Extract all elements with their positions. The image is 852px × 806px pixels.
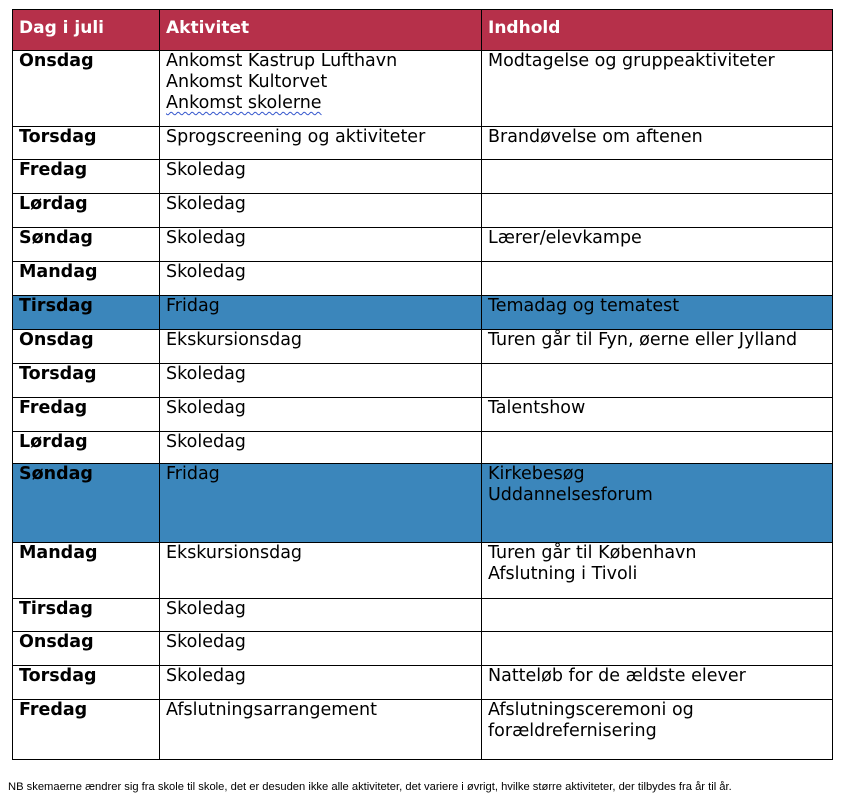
activity-line: Skoledag — [166, 632, 246, 652]
table-row — [13, 296, 833, 330]
activity-line: Skoledag — [166, 666, 246, 686]
header-content: Indhold — [482, 10, 833, 51]
table-row — [13, 700, 833, 760]
cell-activity — [160, 194, 482, 228]
header-day: Dag i juli — [13, 10, 160, 51]
cell-content — [482, 364, 833, 398]
activity-line: Skoledag — [166, 194, 246, 214]
cell-day: Fredag — [13, 398, 160, 432]
header-row — [13, 10, 833, 51]
table-row — [13, 464, 833, 543]
table-row — [13, 364, 833, 398]
cell-activity — [160, 228, 482, 262]
content-line: forældrefernisering — [488, 721, 657, 741]
cell-day: Fredag — [13, 700, 160, 760]
table-row — [13, 599, 833, 632]
activity-line: Ankomst Kastrup Lufthavn — [166, 51, 398, 71]
cell-content — [482, 432, 833, 464]
cell-activity — [160, 330, 482, 364]
cell-content — [482, 632, 833, 666]
table-row — [13, 262, 833, 296]
cell-activity — [160, 464, 482, 543]
cell-day: Mandag — [13, 543, 160, 599]
table-row — [13, 228, 833, 262]
activity-line: Skoledag — [166, 599, 246, 619]
schedule-table — [12, 9, 833, 760]
cell-activity — [160, 262, 482, 296]
table-row — [13, 51, 833, 127]
activity-line: Ankomst Kultorvet — [166, 72, 328, 92]
cell-activity — [160, 160, 482, 194]
activity-line: Skoledag — [166, 228, 246, 248]
cell-day: Onsdag — [13, 330, 160, 364]
activity-line — [166, 93, 475, 114]
content-line: Kirkebesøg — [488, 464, 585, 484]
content-line: Afslutning i Tivoli — [488, 564, 638, 584]
cell-activity — [160, 398, 482, 432]
cell-content — [482, 398, 833, 432]
cell-day: Fredag — [13, 160, 160, 194]
cell-activity — [160, 296, 482, 330]
cell-activity — [160, 666, 482, 700]
cell-day: Torsdag — [13, 127, 160, 160]
cell-content — [482, 160, 833, 194]
activity-line: Skoledag — [166, 398, 246, 418]
cell-day: Torsdag — [13, 364, 160, 398]
cell-content — [482, 228, 833, 262]
cell-day: Tirsdag — [13, 599, 160, 632]
activity-line: Fridag — [166, 464, 220, 484]
cell-content — [482, 543, 833, 599]
cell-activity — [160, 432, 482, 464]
content-line: Afslutningsceremoni og — [488, 700, 694, 720]
content-line: Uddannelsesforum — [488, 485, 653, 505]
cell-day: Søndag — [13, 464, 160, 543]
content-line: Temadag og tematest — [488, 296, 680, 316]
cell-day: Søndag — [13, 228, 160, 262]
cell-day: Onsdag — [13, 632, 160, 666]
content-line: Talentshow — [488, 398, 586, 418]
table-row — [13, 632, 833, 666]
activity-line: Ekskursionsdag — [166, 330, 303, 350]
cell-day: Tirsdag — [13, 296, 160, 330]
table-row — [13, 330, 833, 364]
cell-content — [482, 51, 833, 127]
content-line: Natteløb for de ældste elever — [488, 666, 746, 686]
activity-line: Skoledag — [166, 160, 246, 180]
content-line: Brandøvelse om aftenen — [488, 127, 703, 147]
activity-line: Afslutningsarrangement — [166, 700, 377, 720]
table-row — [13, 194, 833, 228]
cell-content — [482, 262, 833, 296]
cell-day: Lørdag — [13, 194, 160, 228]
activity-line: Skoledag — [166, 432, 246, 452]
cell-activity — [160, 364, 482, 398]
activity-line: Sprogscreening og aktiviteter — [166, 127, 426, 147]
cell-day: Onsdag — [13, 51, 160, 127]
cell-activity — [160, 51, 482, 127]
footnote: NB skemaerne ændrer sig fra skole til skole, det er desuden ikke alle aktiviteter, det variere i øvrigt, hvilke større aktiviteter, der tilbydes fra år til år. — [8, 781, 732, 793]
table-row — [13, 666, 833, 700]
cell-content — [482, 464, 833, 543]
header-activity: Aktivitet — [160, 10, 482, 51]
cell-content — [482, 599, 833, 632]
cell-content — [482, 194, 833, 228]
cell-day: Torsdag — [13, 666, 160, 700]
cell-activity — [160, 127, 482, 160]
table-row — [13, 127, 833, 160]
cell-content — [482, 700, 833, 760]
content-line: Lærer/elevkampe — [488, 228, 642, 248]
cell-activity — [160, 632, 482, 666]
cell-day: Lørdag — [13, 432, 160, 464]
table-row — [13, 432, 833, 464]
content-line: Turen går til Fyn, øerne eller Jylland — [488, 330, 798, 350]
table-row — [13, 543, 833, 599]
activity-line: Skoledag — [166, 262, 246, 282]
cell-activity — [160, 599, 482, 632]
spellcheck-underline: Ankomst skolerne — [166, 93, 322, 113]
cell-content — [482, 666, 833, 700]
activity-line: Fridag — [166, 296, 220, 316]
content-line: Turen går til København — [488, 543, 697, 563]
cell-content — [482, 330, 833, 364]
cell-day: Mandag — [13, 262, 160, 296]
schedule-body — [13, 51, 833, 760]
cell-activity — [160, 543, 482, 599]
table-row — [13, 398, 833, 432]
content-line: Modtagelse og gruppeaktiviteter — [488, 51, 775, 71]
activity-line: Skoledag — [166, 364, 246, 384]
table-row — [13, 160, 833, 194]
cell-activity — [160, 700, 482, 760]
cell-content — [482, 296, 833, 330]
activity-line: Ekskursionsdag — [166, 543, 303, 563]
cell-content — [482, 127, 833, 160]
